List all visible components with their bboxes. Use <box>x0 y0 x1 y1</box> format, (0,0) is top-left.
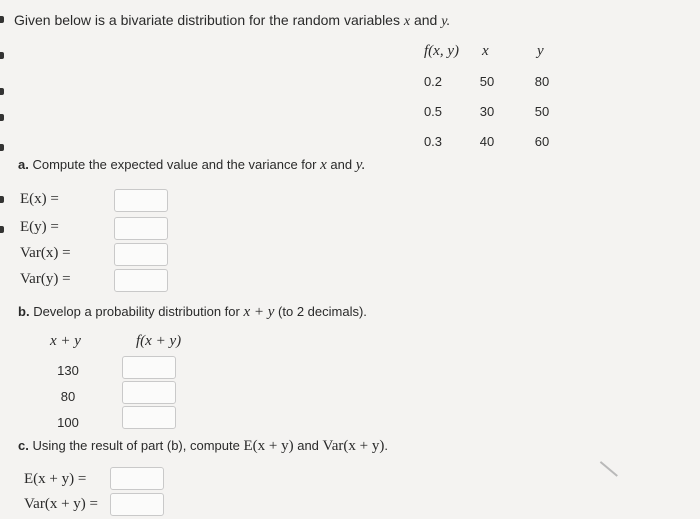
label-varxy: Var(x + y) = <box>24 496 98 512</box>
label-exy: E(x + y) = <box>24 471 87 487</box>
intro-text: Given below is a bivariate distribution for the random variables x and y. <box>14 12 451 29</box>
table-header-x: x <box>482 43 489 59</box>
table-cell: 80 <box>534 74 550 89</box>
table-cell: 50 <box>479 74 495 89</box>
label-ey: E(y) = <box>20 219 59 235</box>
varx-answer-input[interactable] <box>114 243 168 266</box>
table-cell: 0.3 <box>423 134 443 149</box>
part-b-prompt: b. Develop a probability distribution for x + y (to 2 decimals). <box>18 304 367 320</box>
pen-mark <box>600 461 618 476</box>
varxy-answer-input[interactable] <box>110 493 164 516</box>
table-cell: 40 <box>479 134 495 149</box>
col-header-prob: f(x + y) <box>136 333 182 349</box>
edge-mark <box>0 196 4 203</box>
edge-mark <box>0 16 4 23</box>
edge-mark <box>0 52 4 59</box>
sum-value: 100 <box>57 415 79 430</box>
sum-value: 130 <box>57 363 79 378</box>
edge-mark <box>0 88 4 95</box>
vary-answer-input[interactable] <box>114 269 168 292</box>
part-a-prompt: a. Compute the expected value and the variance for x and y. <box>18 157 366 173</box>
col-header-sum: x + y <box>50 333 81 349</box>
exy-answer-input[interactable] <box>110 467 164 490</box>
prob-130-input[interactable] <box>122 356 176 379</box>
label-varx: Var(x) = <box>20 245 71 261</box>
part-c-prompt: c. Using the result of part (b), compute E(x + y) and Var(x + y). <box>18 438 388 454</box>
table-cell: 0.5 <box>423 104 443 119</box>
sum-value: 80 <box>60 389 76 404</box>
ex-answer-input[interactable] <box>114 189 168 212</box>
ey-answer-input[interactable] <box>114 217 168 240</box>
edge-mark <box>0 144 4 151</box>
table-cell: 50 <box>534 104 550 119</box>
prob-100-input[interactable] <box>122 406 176 429</box>
label-vary: Var(y) = <box>20 271 71 287</box>
table-header-y: y <box>537 43 544 59</box>
table-cell: 30 <box>479 104 495 119</box>
edge-mark <box>0 226 4 233</box>
label-ex: E(x) = <box>20 191 59 207</box>
table-header-fxy: f(x, y) <box>424 43 459 59</box>
prob-80-input[interactable] <box>122 381 176 404</box>
table-cell: 60 <box>534 134 550 149</box>
edge-mark <box>0 114 4 121</box>
table-cell: 0.2 <box>423 74 443 89</box>
